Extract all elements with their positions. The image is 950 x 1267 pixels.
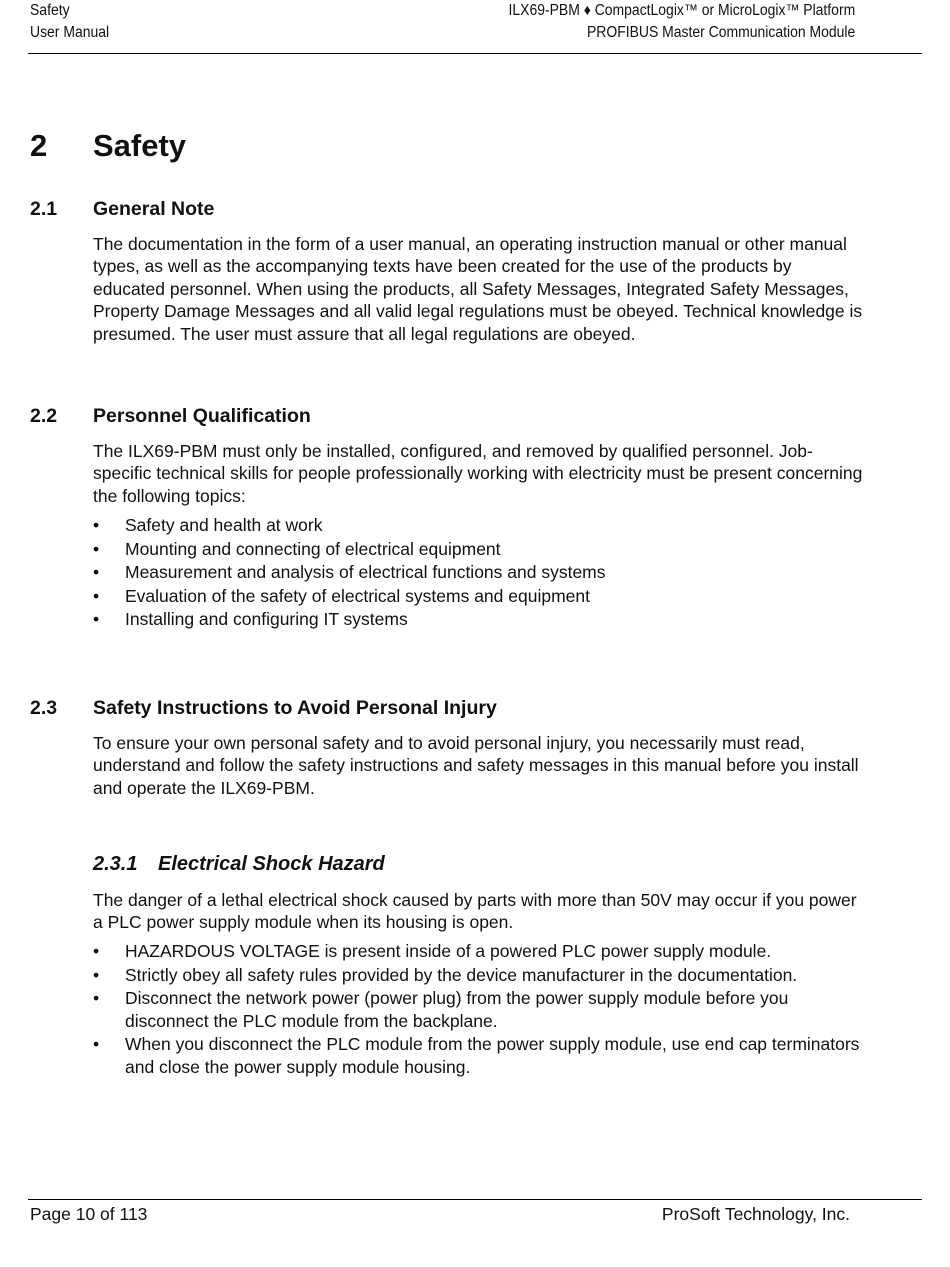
header-module: PROFIBUS Master Communication Module	[586, 24, 855, 41]
bullet-icon: •	[93, 515, 100, 535]
bullet-icon: •	[93, 609, 100, 630]
list-item: • HAZARDOUS VOLTAGE is present inside of a powered PLC power supply module.	[93, 941, 772, 961]
safety-instructions-paragraph: To ensure your own personal safety and to avoid personal injury, you necessarily must read, understand and follow the safety instructions and safety messages in this manual before you install and operate the ILX69-PBM.	[93, 733, 859, 798]
header-doc-type: User Manual	[30, 24, 110, 41]
running-header-right	[508, 0, 855, 44]
chapter-title: Safety	[93, 128, 187, 163]
bullet-icon: •	[93, 585, 100, 606]
header-product: ILX69-PBM ♦ CompactLogix™ or MicroLogix™ Platform	[508, 2, 855, 19]
general-note-paragraph: The documentation in the form of a user manual, an operating instruction manual or other manual types, as well as the accompanying texts have been created for the use of the products by educated personnel. When using the products, all Safety Messages, Integrated Safety Messages, Property Damage Messages and all valid legal regulations must be obeyed. Technical knowledge is presumed. The user must assure that all legal regulations are obeyed.	[93, 234, 863, 344]
list-item: • Installing and configuring IT systems	[93, 609, 408, 630]
list-item: • Mounting and connecting of electrical equipment	[93, 538, 501, 559]
running-header-left	[30, 0, 109, 44]
list-item: • Evaluation of the safety of electrical systems and equipment	[93, 585, 590, 606]
chapter-number: 2	[30, 128, 48, 163]
bullet-icon: •	[93, 988, 100, 1009]
list-item: • Measurement and analysis of electrical functions and systems	[93, 562, 606, 583]
header-chapter: Safety	[30, 2, 70, 19]
section-number: 2.1	[30, 198, 58, 220]
bullet-icon: •	[93, 538, 100, 559]
electrical-shock-list	[93, 940, 863, 1079]
bullet-icon: •	[93, 964, 100, 985]
section-number: 2.3	[30, 697, 58, 719]
list-item: • When you disconnect the PLC module from the power supply module, use end cap terminators and close the power supply module housing.	[93, 1034, 860, 1077]
subsection-title: Electrical Shock Hazard	[158, 853, 385, 875]
list-item: • Strictly obey all safety rules provided by the device manufacturer in the documentation.	[93, 964, 798, 985]
bullet-icon: •	[93, 562, 100, 583]
section-title: Personnel Qualification	[93, 405, 311, 427]
electrical-shock-paragraph: The danger of a lethal electrical shock caused by parts with more than 50V may occur if you power a PLC power supply module when its housing is open.	[93, 890, 857, 933]
page-number: Page 10 of 113	[30, 1204, 148, 1224]
company-name: ProSoft Technology, Inc.	[661, 1204, 850, 1224]
section-number: 2.2	[30, 405, 58, 427]
personnel-qualification-paragraph: The ILX69-PBM must only be installed, configured, and removed by qualified personnel. Job-specific technical skills for people professionally working with electricity must be present concerning the following topics:	[93, 441, 863, 506]
bullet-icon: •	[93, 941, 100, 961]
footer-rule	[28, 1199, 922, 1200]
section-title: Safety Instructions to Avoid Personal Injury	[93, 697, 497, 719]
list-item: • Disconnect the network power (power plug) from the power supply module before you disconnect the PLC module from the backplane.	[93, 988, 789, 1031]
header-rule	[28, 53, 922, 54]
qualification-topics-list	[93, 514, 863, 632]
bullet-icon: •	[93, 1034, 100, 1055]
list-item: • Safety and health at work	[93, 515, 323, 535]
section-title: General Note	[93, 198, 215, 220]
subsection-number: 2.3.1	[93, 853, 138, 875]
